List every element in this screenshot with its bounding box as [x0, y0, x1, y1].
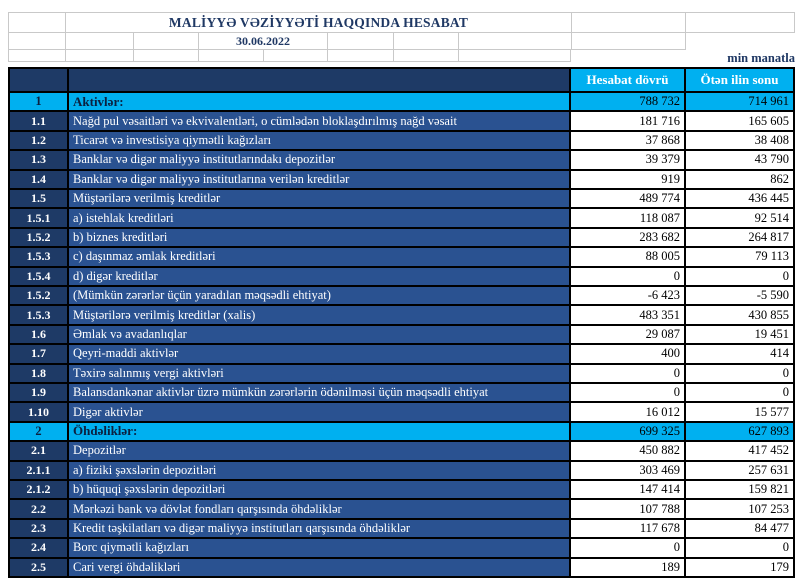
- value-current-period: 37 868: [571, 132, 684, 149]
- row-number: 1.1: [10, 112, 67, 129]
- table-row: [10, 93, 793, 110]
- sheet-cell: [264, 50, 328, 61]
- value-current-period: 788 732: [571, 93, 684, 110]
- table-row: [10, 365, 793, 382]
- value-current-period: 117 678: [571, 520, 684, 537]
- row-number: 1.2: [10, 132, 67, 149]
- row-label: Müştərilərə verilmiş kreditlər: [69, 190, 569, 207]
- row-label: Kredit təşkilatları və digər maliyyə institutları qarşısında öhdəliklər: [69, 520, 569, 537]
- row-label: Nağd pul vəsaitləri və ekvivalentləri, o cümlədən bloklaşdırılmış nağd vəsait: [69, 112, 569, 129]
- row-label: Təxirə salınmış vergi aktivləri: [69, 365, 569, 382]
- row-number: 1.3: [10, 151, 67, 168]
- sheet-cell: [9, 13, 66, 32]
- value-previous-year-end: 0: [686, 365, 793, 382]
- value-previous-year-end: 0: [686, 384, 793, 401]
- row-label: Banklar və digər maliyyə institutlarına verilən kreditlər: [69, 171, 569, 188]
- sheet-cell: [134, 50, 199, 61]
- table-row: [10, 171, 793, 188]
- row-label: Aktivlər:: [69, 93, 569, 110]
- value-previous-year-end: 0: [686, 539, 793, 556]
- sheet-cell: [66, 33, 134, 49]
- value-current-period: 0: [571, 268, 684, 285]
- value-previous-year-end: 92 514: [686, 209, 793, 226]
- value-previous-year-end: 264 817: [686, 229, 793, 246]
- table-row: [10, 306, 793, 323]
- row-number: 1.4: [10, 171, 67, 188]
- value-current-period: 189: [571, 559, 684, 576]
- row-label: Ticarət və investisiya qiymətli kağızları: [69, 132, 569, 149]
- sheet-grid-row-1: [8, 12, 795, 33]
- table-row: [10, 112, 793, 129]
- table-row: [10, 248, 793, 265]
- report-title: MALİYYƏ VƏZİYYƏTİ HAQQINDA HESABAT: [66, 13, 572, 32]
- value-current-period: 400: [571, 345, 684, 362]
- value-current-period: 29 087: [571, 326, 684, 343]
- value-previous-year-end: 0: [686, 268, 793, 285]
- row-number: 1.10: [10, 403, 67, 420]
- row-label: d) digər kreditlər: [69, 268, 569, 285]
- header-blank-label-cell: [69, 69, 569, 91]
- table-row: [10, 462, 793, 479]
- table-header-row: [10, 69, 793, 91]
- row-number: 1.5.4: [10, 268, 67, 285]
- value-current-period: 489 774: [571, 190, 684, 207]
- value-previous-year-end: 430 855: [686, 306, 793, 323]
- table-row: [10, 384, 793, 401]
- value-current-period: 181 716: [571, 112, 684, 129]
- table-row: [10, 539, 793, 556]
- value-current-period: 699 325: [571, 423, 684, 440]
- value-previous-year-end: 79 113: [686, 248, 793, 265]
- table-row: [10, 326, 793, 343]
- value-previous-year-end: 159 821: [686, 481, 793, 498]
- row-label: Əmlak və avadanlıqlar: [69, 326, 569, 343]
- row-number: 1.7: [10, 345, 67, 362]
- row-number: 1.9: [10, 384, 67, 401]
- row-label: a) fiziki şəxslərin depozitləri: [69, 462, 569, 479]
- table-row: [10, 481, 793, 498]
- row-label: Müştərilərə verilmiş kreditlər (xalis): [69, 306, 569, 323]
- sheet-grid-row-2: [8, 32, 686, 50]
- value-previous-year-end: 43 790: [686, 151, 793, 168]
- value-previous-year-end: 179: [686, 559, 793, 576]
- row-number: 1.5.3: [10, 306, 67, 323]
- value-previous-year-end: -5 590: [686, 287, 793, 304]
- value-previous-year-end: 84 477: [686, 520, 793, 537]
- value-current-period: 483 351: [571, 306, 684, 323]
- row-number: 2: [10, 423, 67, 440]
- row-number: 2.3: [10, 520, 67, 537]
- unit-note: min manatla: [727, 51, 795, 65]
- value-current-period: 16 012: [571, 403, 684, 420]
- value-previous-year-end: 165 605: [686, 112, 793, 129]
- table-row: [10, 190, 793, 207]
- col-header-current-period: Hesabat dövrü: [571, 69, 684, 91]
- value-current-period: 0: [571, 365, 684, 382]
- table-row: [10, 268, 793, 285]
- value-previous-year-end: 862: [686, 171, 793, 188]
- sheet-cell: [328, 50, 394, 61]
- row-label: Qeyri-maddi aktivlər: [69, 345, 569, 362]
- row-label: Digər aktivlər: [69, 403, 569, 420]
- table-row: [10, 209, 793, 226]
- table-row: [10, 442, 793, 459]
- row-number: 1.5.2: [10, 287, 67, 304]
- value-current-period: 0: [571, 539, 684, 556]
- sheet-cell: [394, 50, 459, 61]
- sheet-cell: [199, 50, 264, 61]
- sheet-grid-row-3: [8, 49, 571, 62]
- row-label: b) hüquqi şəxslərin depozitləri: [69, 481, 569, 498]
- table-row: [10, 287, 793, 304]
- table-row: [10, 423, 793, 440]
- value-previous-year-end: 15 577: [686, 403, 793, 420]
- row-label: Mərkəzi bank və dövlət fondları qarşısında öhdəliklər: [69, 500, 569, 517]
- row-number: 2.1.1: [10, 462, 67, 479]
- financial-table: [8, 67, 795, 578]
- value-previous-year-end: 257 631: [686, 462, 793, 479]
- sheet-cell: [686, 13, 794, 32]
- row-number: 2.1.2: [10, 481, 67, 498]
- table-row: [10, 345, 793, 362]
- sheet-cell: [134, 33, 199, 49]
- value-previous-year-end: 38 408: [686, 132, 793, 149]
- sheet-cell: [394, 33, 459, 49]
- row-label: Borc qiymətli kağızları: [69, 539, 569, 556]
- value-current-period: 450 882: [571, 442, 684, 459]
- value-previous-year-end: 417 452: [686, 442, 793, 459]
- table-row: [10, 520, 793, 537]
- value-previous-year-end: 19 451: [686, 326, 793, 343]
- value-current-period: 0: [571, 384, 684, 401]
- value-previous-year-end: 436 445: [686, 190, 793, 207]
- row-label: (Mümkün zərərlər üçün yaradılan məqsədli ehtiyat): [69, 287, 569, 304]
- sheet-cell: [66, 50, 134, 61]
- value-previous-year-end: 627 893: [686, 423, 793, 440]
- value-current-period: 283 682: [571, 229, 684, 246]
- row-number: 2.4: [10, 539, 67, 556]
- row-label: Balansdankənar aktivlər üzrə mümkün zərərlərin ödənilməsi üçün məqsədli ehtiyat: [69, 384, 569, 401]
- value-previous-year-end: 107 253: [686, 500, 793, 517]
- sheet-cell: [328, 33, 394, 49]
- row-label: b) biznes kreditləri: [69, 229, 569, 246]
- table-row: [10, 151, 793, 168]
- row-number: 2.2: [10, 500, 67, 517]
- table-row: [10, 559, 793, 576]
- value-current-period: 107 788: [571, 500, 684, 517]
- sheet-cell: [572, 13, 686, 32]
- value-current-period: 88 005: [571, 248, 684, 265]
- row-number: 2.1: [10, 442, 67, 459]
- row-number: 1.5.3: [10, 248, 67, 265]
- table-row: [10, 132, 793, 149]
- row-label: c) daşınmaz əmlak kreditləri: [69, 248, 569, 265]
- row-label: a) istehlak kreditləri: [69, 209, 569, 226]
- row-label: Cari vergi öhdəlikləri: [69, 559, 569, 576]
- row-number: 1.6: [10, 326, 67, 343]
- row-number: 2.5: [10, 559, 67, 576]
- value-current-period: -6 423: [571, 287, 684, 304]
- report-date: 30.06.2022: [199, 33, 328, 49]
- value-current-period: 303 469: [571, 462, 684, 479]
- value-previous-year-end: 714 961: [686, 93, 793, 110]
- sheet-cell: [9, 33, 66, 49]
- row-label: Banklar və digər maliyyə institutlarındakı depozitlər: [69, 151, 569, 168]
- value-previous-year-end: 414: [686, 345, 793, 362]
- col-header-previous-year-end: Ötən ilin sonu: [686, 69, 793, 91]
- sheet-cell: [459, 33, 572, 49]
- row-label: Depozitlər: [69, 442, 569, 459]
- header-blank-number-cell: [10, 69, 67, 91]
- table-row: [10, 403, 793, 420]
- table-row: [10, 500, 793, 517]
- sheet-cell: [572, 33, 685, 49]
- table-row: [10, 229, 793, 246]
- row-number: 1.5: [10, 190, 67, 207]
- row-number: 1.5.2: [10, 229, 67, 246]
- row-number: 1: [10, 93, 67, 110]
- value-current-period: 147 414: [571, 481, 684, 498]
- sheet-cell: [9, 50, 66, 61]
- row-number: 1.5.1: [10, 209, 67, 226]
- table-body: [10, 93, 793, 576]
- row-label: Öhdəliklər:: [69, 423, 569, 440]
- row-number: 1.8: [10, 365, 67, 382]
- value-current-period: 118 087: [571, 209, 684, 226]
- sheet-cell: [459, 50, 570, 61]
- value-current-period: 919: [571, 171, 684, 188]
- value-current-period: 39 379: [571, 151, 684, 168]
